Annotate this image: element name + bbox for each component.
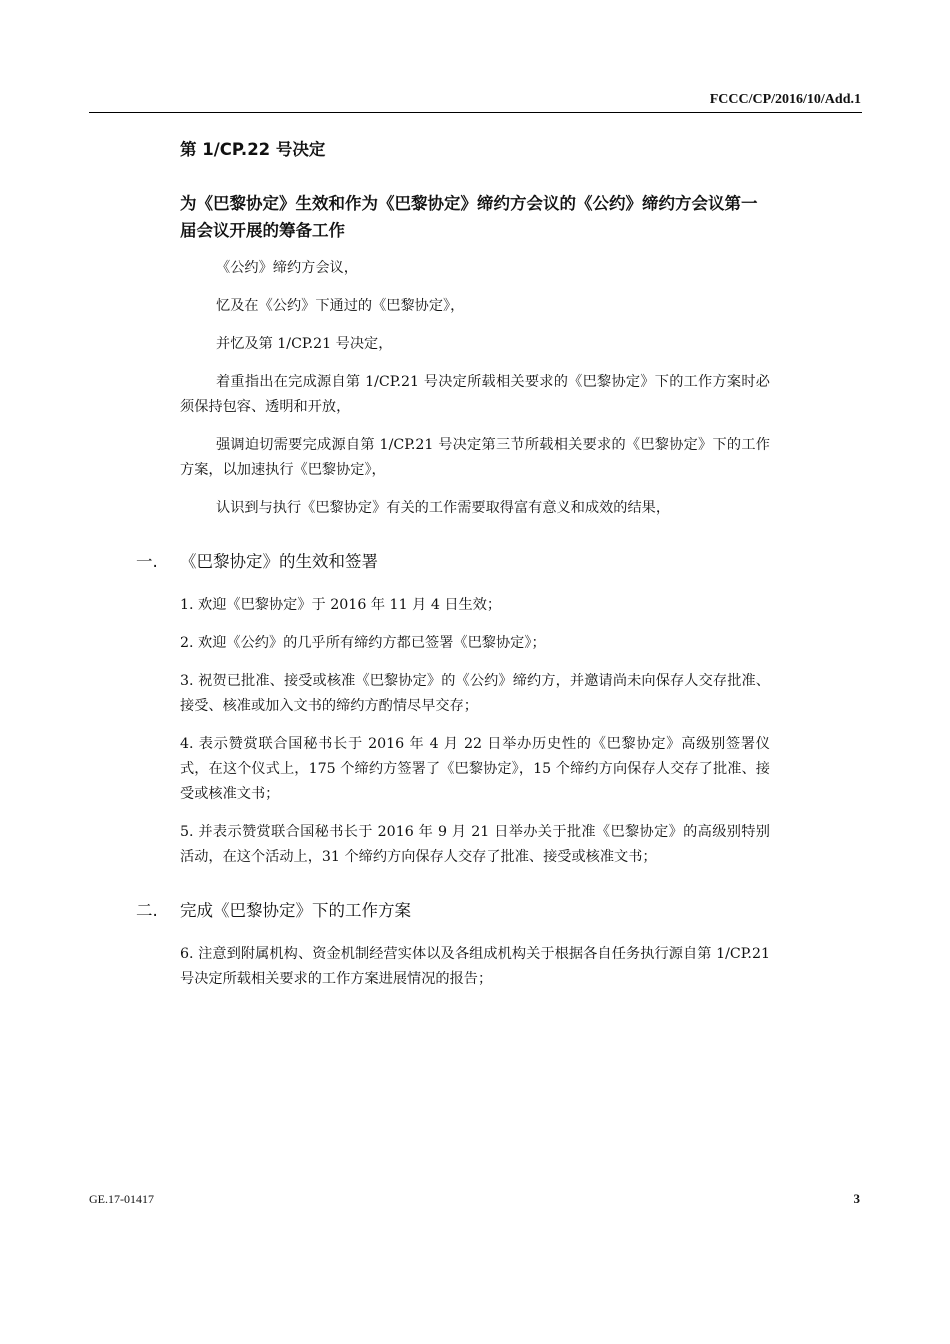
section-numeral: 一. bbox=[136, 552, 158, 571]
preamble-paragraph: 强调迫切需要完成源自第 1/CP.21 号决定第三节所载相关要求的《巴黎协定》下的工作方案，以加速执行《巴黎协定》， bbox=[180, 437, 770, 478]
section-title: 《巴黎协定》的生效和签署 bbox=[180, 552, 378, 571]
decision-number: 第 1/CP.22 号决定 bbox=[180, 140, 326, 159]
job-number: GE.17-01417 bbox=[89, 1192, 154, 1206]
preamble-paragraph: 《公约》缔约方会议， bbox=[216, 260, 358, 276]
decision-title: 为《巴黎协定》生效和作为《巴黎协定》缔约方会议的《公约》缔约方会议第一届会议开展的筹备工作 bbox=[180, 194, 758, 240]
preamble-paragraph: 着重指出在完成源自第 1/CP.21 号决定所载相关要求的《巴黎协定》下的工作方案时必须保持包容、透明和开放， bbox=[180, 374, 770, 415]
operative-paragraph: 4. 表示赞赏联合国秘书长于 2016 年 4 月 22 日举办历史性的《巴黎协定》高级别签署仪式，在这个仪式上，175 个缔约方签署了《巴黎协定》，15 个缔约方向保存人交存了批准、接受或核准文书； bbox=[180, 736, 770, 802]
operative-paragraph: 5. 并表示赞赏联合国秘书长于 2016 年 9 月 21 日举办关于批准《巴黎协定》的高级别特别活动，在这个活动上，31 个缔约方向保存人交存了批准、接受或核准文书； bbox=[180, 824, 770, 865]
page-number: 3 bbox=[853, 1191, 860, 1206]
operative-paragraph: 2. 欢迎《公约》的几乎所有缔约方都已签署《巴黎协定》； bbox=[180, 635, 546, 651]
preamble-paragraph: 忆及在《公约》下通过的《巴黎协定》， bbox=[216, 298, 465, 314]
section-title: 完成《巴黎协定》下的工作方案 bbox=[180, 901, 411, 920]
document-symbol: FCCC/CP/2016/10/Add.1 bbox=[709, 92, 861, 107]
operative-paragraph: 6. 注意到附属机构、资金机制经营实体以及各组成机构关于根据各自任务执行源自第 1/CP.21 号决定所载相关要求的工作方案进展情况的报告； bbox=[180, 946, 770, 987]
preamble-paragraph: 并忆及第 1/CP.21 号决定， bbox=[216, 336, 393, 352]
operative-paragraph: 1. 欢迎《巴黎协定》于 2016 年 11 月 4 日生效； bbox=[180, 597, 502, 613]
section-heading-1 bbox=[136, 549, 770, 575]
document-body bbox=[136, 138, 770, 1005]
operative-paragraph: 3. 祝贺已批准、接受或核准《巴黎协定》的《公约》缔约方，并邀请尚未向保存人交存批准、接受、核准或加入文书的缔约方酌情尽早交存； bbox=[180, 673, 770, 714]
section-heading-2 bbox=[136, 898, 770, 924]
header-rule bbox=[89, 112, 862, 113]
section-numeral: 二. bbox=[136, 901, 158, 920]
preamble-paragraph: 认识到与执行《巴黎协定》有关的工作需要取得富有意义和成效的结果， bbox=[216, 500, 671, 516]
